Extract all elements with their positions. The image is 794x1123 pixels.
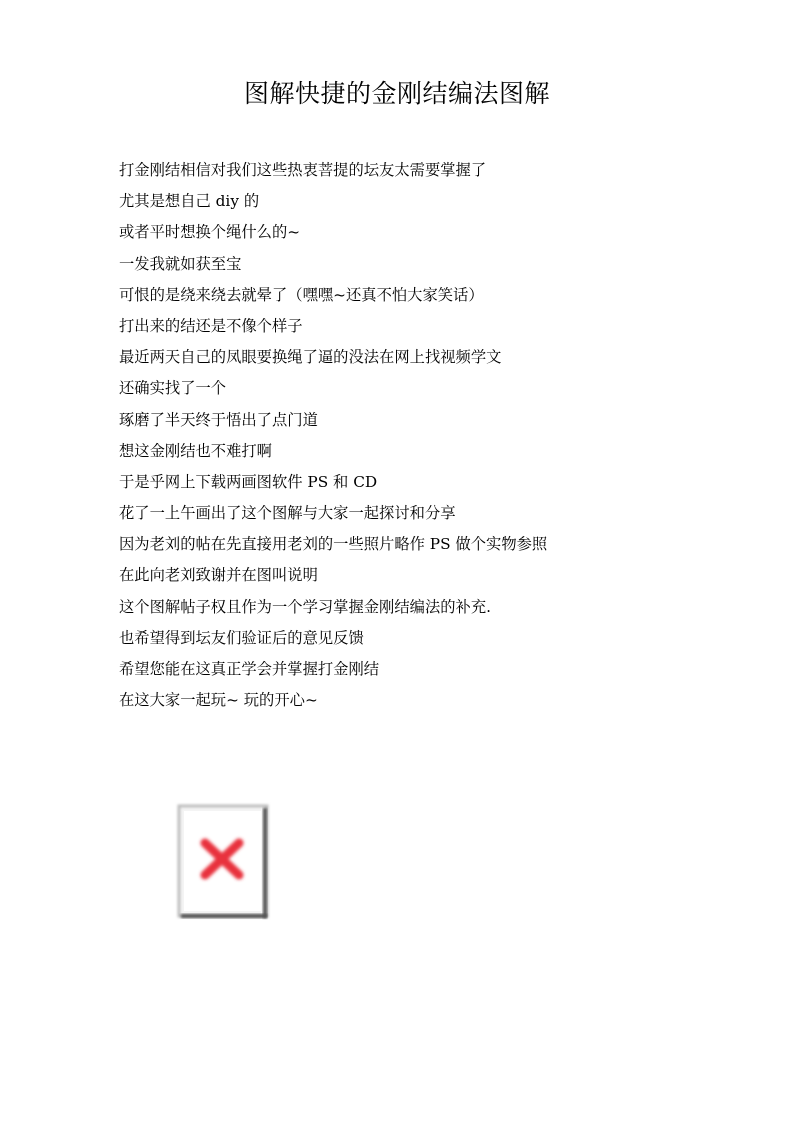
text-line: 在这大家一起玩~ 玩的开心~	[119, 691, 318, 710]
broken-image-placeholder	[175, 802, 271, 920]
text-line: 或者平时想换个绳什么的~	[119, 223, 301, 242]
document-title: 图解快捷的金刚结编法图解	[243, 79, 550, 108]
text-line: 花了一上午画出了这个图解与大家一起探讨和分享	[119, 504, 456, 523]
text-line: 可恨的是绕来绕去就晕了（嘿嘿~还真不怕大家笑话）	[119, 285, 484, 304]
text-line: 也希望得到坛友们验证后的意见反馈	[119, 628, 364, 647]
text-line: 一发我就如获至宝	[119, 254, 242, 273]
text-line: 琢磨了半天终于悟出了点门道	[119, 410, 318, 429]
document-body	[119, 155, 719, 716]
broken-image-icon	[175, 802, 271, 920]
text-line: 尤其是想自己 diy 的	[119, 192, 260, 211]
text-line: 打金刚结相信对我们这些热衷菩提的坛友太需要掌握了	[119, 161, 487, 179]
text-line: 最近两天自己的凤眼要换绳了逼的没法在网上找视频学文	[119, 348, 502, 367]
text-line: 因为老刘的帖在先直接用老刘的一些照片略作 PS 做个实物参照	[119, 535, 548, 554]
text-line: 还确实找了一个	[119, 379, 227, 398]
text-line: 在此向老刘致谢并在图叫说明	[119, 566, 318, 585]
text-line: 想这金刚结也不难打啊	[119, 441, 272, 460]
text-line: 打出来的结还是不像个样子	[119, 316, 303, 335]
text-line: 于是乎网上下载两画图软件 PS 和 CD	[119, 472, 378, 491]
text-line: 希望您能在这真正学会并掌握打金刚结	[119, 660, 380, 678]
text-line: 这个图解帖子权且作为一个学习掌握金刚结编法的补充.	[119, 597, 491, 616]
